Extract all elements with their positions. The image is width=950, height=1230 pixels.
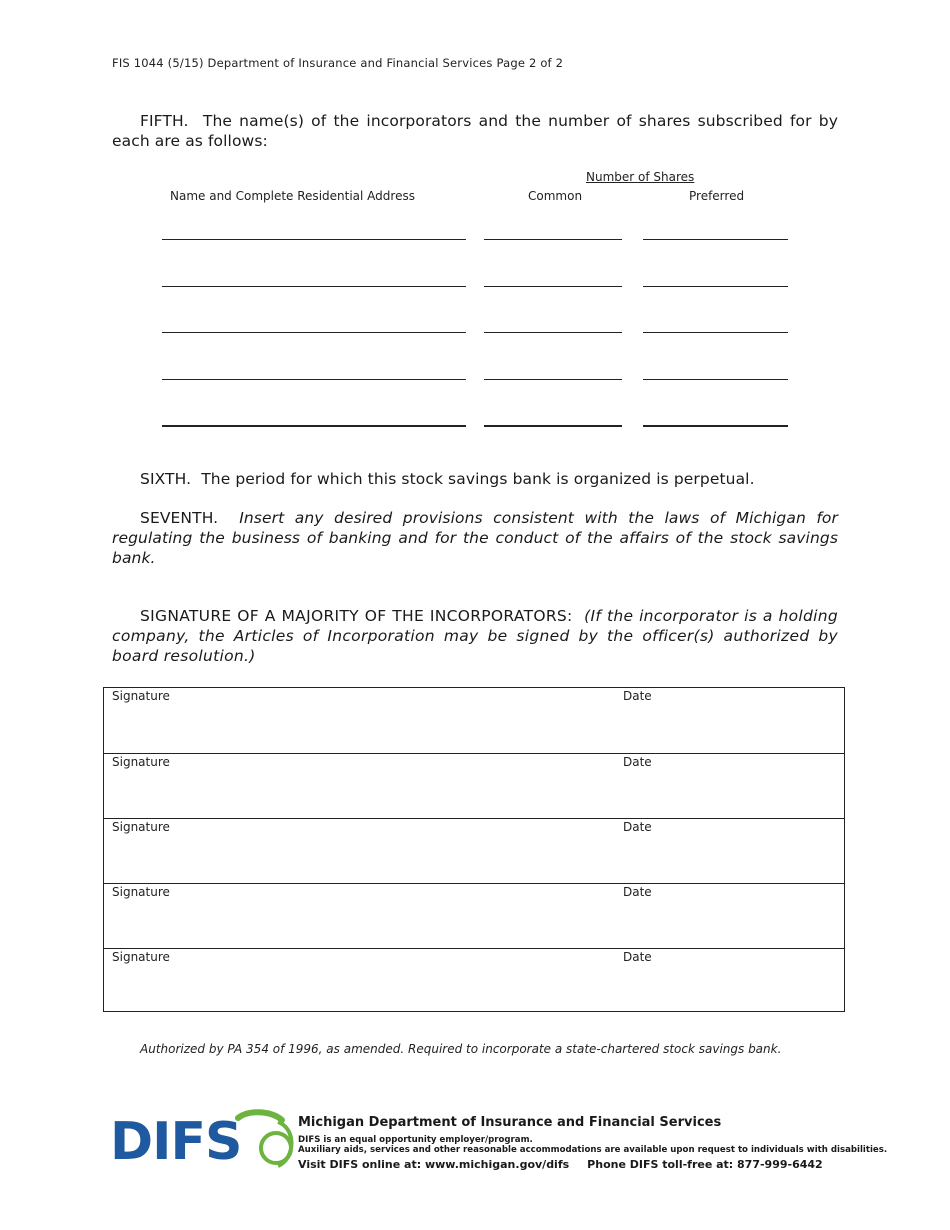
signature-row[interactable] [104, 688, 844, 753]
name-line[interactable] [162, 239, 466, 240]
phone-number: Phone DIFS toll-free at: 877-999-6442 [587, 1158, 823, 1171]
common-line[interactable] [484, 379, 622, 380]
seventh-text: Insert any desired provisions consistent with the laws of Michigan for regulating the business of banking and for the conduct of the affairs of the stock savings bank. [112, 509, 838, 567]
name-line[interactable] [162, 332, 466, 333]
signature-table [103, 687, 845, 1012]
signature-row[interactable] [104, 948, 844, 1013]
difs-logo-text: DIFS [110, 1112, 242, 1172]
authority-footnote: Authorized by PA 354 of 1996, as amended. Required to incorporate a state-chartered stock savings bank. [140, 1042, 782, 1056]
website-link[interactable]: Visit DIFS online at: www.michigan.gov/difs [298, 1158, 570, 1171]
date-label: Date [623, 755, 652, 769]
date-label: Date [623, 950, 652, 964]
signature-lead: SIGNATURE OF A MAJORITY OF THE INCORPORATORS: [140, 607, 573, 625]
signature-label: Signature [112, 950, 170, 964]
common-line[interactable] [484, 332, 622, 333]
preferred-line[interactable] [643, 379, 788, 380]
signature-label: Signature [112, 755, 170, 769]
sixth-lead: SIXTH. [140, 470, 192, 488]
signature-paragraph [112, 606, 838, 666]
name-line[interactable] [162, 286, 466, 287]
number-of-shares-header: Number of Shares [586, 170, 695, 184]
seventh-paragraph [112, 508, 838, 568]
common-line[interactable] [484, 286, 622, 287]
preferred-line[interactable] [643, 286, 788, 287]
signature-row[interactable] [104, 818, 844, 883]
signature-label: Signature [112, 820, 170, 834]
common-line[interactable] [484, 239, 622, 240]
col-name-header: Name and Complete Residential Address [170, 189, 415, 203]
preferred-line[interactable] [643, 425, 788, 427]
name-line[interactable] [162, 379, 466, 380]
signature-label: Signature [112, 885, 170, 899]
common-line[interactable] [484, 425, 622, 427]
seventh-lead: SEVENTH. [140, 509, 219, 527]
name-line[interactable] [162, 425, 466, 427]
date-label: Date [623, 885, 652, 899]
signature-instructions: (If the incorporator is a holding company, the Articles of Incorporation may be signed by the officer(s) authorized by board resolution.) [112, 607, 838, 665]
date-label: Date [623, 820, 652, 834]
col-common-header: Common [528, 189, 583, 203]
accommodations-line: Auxiliary aids, services and other reasonable accommodations are available upon request to individuals with disabilities. [298, 1145, 888, 1155]
signature-label: Signature [112, 689, 170, 703]
preferred-line[interactable] [643, 332, 788, 333]
signature-row[interactable] [104, 883, 844, 948]
equal-opportunity-line: DIFS is an equal opportunity employer/program. [298, 1135, 533, 1145]
preferred-line[interactable] [643, 239, 788, 240]
sixth-paragraph [112, 469, 838, 489]
form-header: FIS 1044 (5/15) Department of Insurance and Financial Services Page 2 of 2 [112, 56, 564, 70]
fifth-lead: FIFTH. [140, 112, 189, 130]
col-preferred-header: Preferred [689, 189, 745, 203]
contact-line [298, 1158, 823, 1171]
signature-row[interactable] [104, 753, 844, 818]
sixth-text: The period for which this stock savings bank is organized is perpetual. [201, 470, 755, 488]
difs-logo [110, 1108, 300, 1172]
fifth-text: The name(s) of the incorporators and the number of shares subscribed for by each are as follows: [112, 112, 838, 150]
department-name: Michigan Department of Insurance and Financial Services [298, 1115, 722, 1130]
fifth-paragraph [112, 111, 838, 151]
date-label: Date [623, 689, 652, 703]
